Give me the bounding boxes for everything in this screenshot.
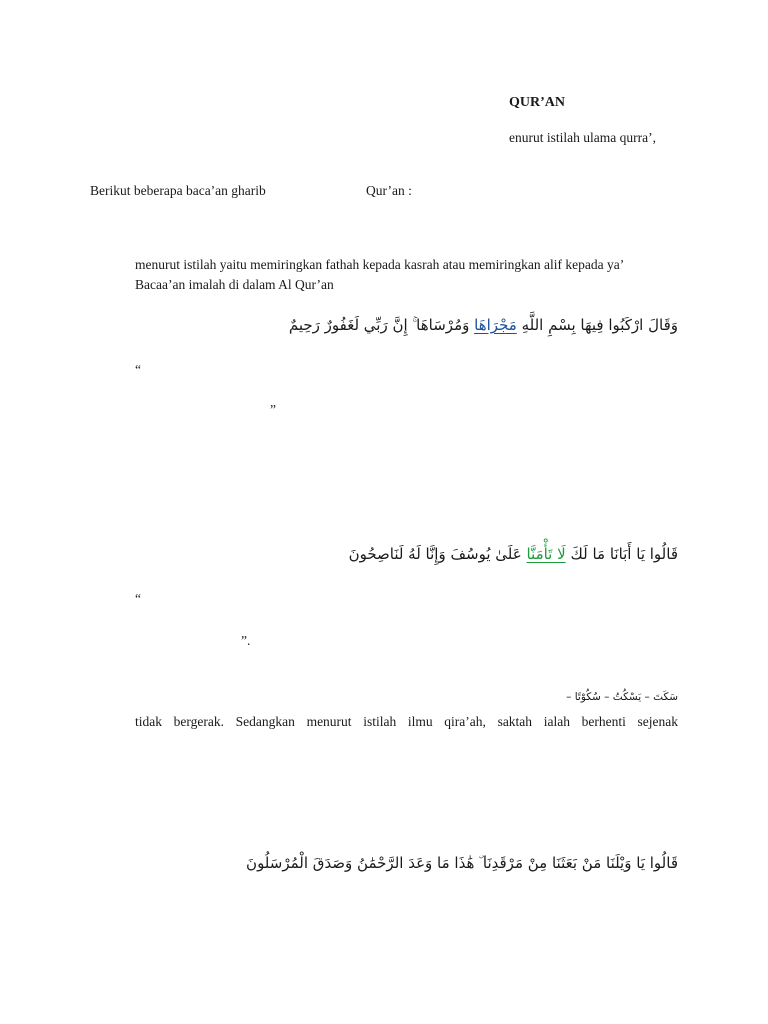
verse-part: وَمُرْسَاهَا ۚ إِنَّ رَبِّي لَغَفُورٌ رَحِيمٌ: [288, 316, 470, 334]
verse-highlight-la-tamanna: لَا تَأْمَنَّا: [526, 545, 566, 563]
verse-part: عَلَىٰ يُوسُفَ وَإِنَّا لَهُ لَنَاصِحُونَ: [348, 545, 522, 563]
intro-text-right: Qur’an :: [366, 183, 412, 198]
heading-fragment: enurut istilah ulama qurra’,: [509, 130, 656, 145]
verse-part: وَقَالَ ارْكَبُوا فِيهَا بِسْمِ اللَّهِ: [521, 316, 678, 334]
page-title: QUR’AN: [509, 95, 565, 110]
open-quote: “: [135, 591, 141, 606]
arabic-root-saktah: سَكَتَ – يَسْكُتُ – سُكُوْتًا –: [566, 691, 678, 703]
close-quote: ”.: [241, 633, 251, 648]
arabic-verse-isymam: [349, 544, 678, 564]
imalah-subheading: Bacaa’an imalah di dalam Al Qur’an: [135, 277, 334, 292]
arabic-verse-saktah: قَالُوا يَا وَيْلَنَا مَنْ بَعَثَنَا مِنْ مَرْقَدِنَا ۜ هَٰذَا مَا وَعَدَ الرَّحْمَٰنُ وَصَدَقَ الْمُرْسَلُونَ: [246, 854, 678, 872]
arabic-verse-imalah: [289, 315, 678, 335]
verse-highlight-majreha: مَجْرَاهَا: [474, 316, 517, 334]
close-quote: ”: [270, 402, 276, 417]
saktah-definition: tidak bergerak. Sedangkan menurut istilah ilmu qira’ah, saktah ialah berhenti sejenak: [135, 714, 678, 729]
intro-text: Berikut beberapa baca’an gharib: [90, 183, 266, 198]
verse-part: قَالُوا يَا أَبَانَا مَا لَكَ: [570, 545, 678, 563]
open-quote: “: [135, 362, 141, 377]
imalah-definition: menurut istilah yaitu memiringkan fathah kepada kasrah atau memiringkan alif kepada ya’: [135, 257, 625, 272]
